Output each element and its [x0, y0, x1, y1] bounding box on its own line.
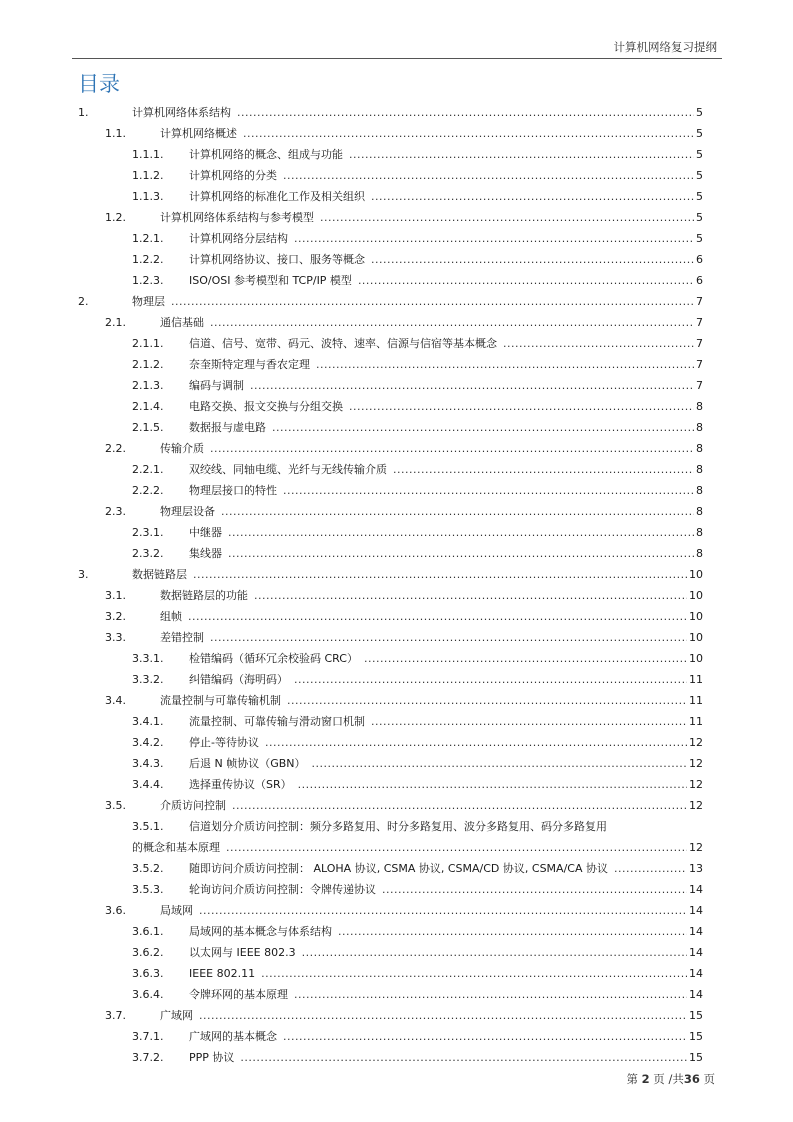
toc-entry-title: 局域网的基本概念与体系结构	[189, 925, 332, 938]
toc-entry-number: 3.6.4.	[132, 988, 164, 1001]
toc-entry-number: 3.6.1.	[132, 925, 164, 938]
toc-entry-page: 8	[696, 421, 703, 434]
toc-entry-number: 3.2.	[105, 610, 126, 623]
toc-entry-page: 10	[689, 610, 703, 623]
toc-leader-dots	[250, 376, 694, 395]
toc-entry-number: 3.5.3.	[132, 883, 164, 896]
toc-leader-dots	[265, 733, 687, 752]
toc-leader-dots	[228, 523, 694, 542]
toc-entry-title: PPP 协议	[189, 1051, 235, 1064]
toc-entry[interactable]	[0, 586, 793, 605]
toc-entry-page: 15	[689, 1030, 703, 1043]
toc-entry-continuation[interactable]	[0, 838, 793, 857]
toc-entry[interactable]	[0, 355, 793, 374]
toc-entry-number: 2.3.2.	[132, 547, 164, 560]
toc-entry-title: 编码与调制	[189, 379, 244, 392]
toc-entry[interactable]	[0, 166, 793, 185]
toc-entry[interactable]	[0, 964, 793, 983]
toc-leader-dots	[371, 187, 694, 206]
toc-leader-dots	[243, 124, 694, 143]
toc-leader-dots	[312, 754, 687, 773]
toc-entry[interactable]	[0, 754, 793, 773]
toc-entry-title: 奈奎斯特定理与香农定理	[189, 358, 310, 371]
toc-entry-number: 3.1.	[105, 589, 126, 602]
toc-entry-page: 8	[696, 484, 703, 497]
toc-entry[interactable]	[0, 733, 793, 752]
toc-leader-dots	[338, 922, 687, 941]
toc-leader-dots	[302, 943, 687, 962]
toc-entry-page: 8	[696, 442, 703, 455]
toc-entry[interactable]	[0, 481, 793, 500]
toc-entry-number: 2.1.4.	[132, 400, 164, 413]
toc-leader-dots	[283, 166, 694, 185]
toc-entry-number: 1.1.	[105, 127, 126, 140]
toc-entry[interactable]	[0, 880, 793, 899]
toc-entry-page: 14	[689, 988, 703, 1001]
toc-entry-number: 3.5.2.	[132, 862, 164, 875]
toc-entry-title: 物理层设备	[160, 505, 215, 518]
toc-entry-page: 10	[689, 652, 703, 665]
toc-entry[interactable]	[0, 985, 793, 1004]
toc-entry[interactable]	[0, 103, 793, 122]
toc-leader-dots	[371, 250, 694, 269]
toc-entry-page: 15	[689, 1051, 703, 1064]
toc-leader-dots	[237, 103, 694, 122]
toc-entry[interactable]	[0, 670, 793, 689]
toc-entry-title: 选择重传协议（SR）	[189, 778, 292, 791]
toc-entry-page: 10	[689, 589, 703, 602]
toc-entry[interactable]	[0, 901, 793, 920]
toc-entry-number: 3.3.1.	[132, 652, 164, 665]
toc-entry-title: 检错编码（循环冗余校验码 CRC）	[189, 652, 358, 665]
toc-entry[interactable]	[0, 460, 793, 479]
toc-entry-title: 纠错编码（海明码）	[189, 673, 288, 686]
toc-entry-page: 5	[696, 106, 703, 119]
toc-entry-title: 数据报与虚电路	[189, 421, 266, 434]
toc-entry[interactable]	[0, 523, 793, 542]
toc-entry-page: 12	[689, 841, 703, 854]
toc-entry-title: 计算机网络分层结构	[189, 232, 288, 245]
toc-entry-page: 14	[689, 904, 703, 917]
toc-entry-page: 5	[696, 211, 703, 224]
toc-entry-number: 2.1.	[105, 316, 126, 329]
toc-leader-dots	[320, 208, 694, 227]
toc-entry-page: 12	[689, 799, 703, 812]
toc-entry-number: 3.7.2.	[132, 1051, 164, 1064]
toc-entry[interactable]	[0, 859, 793, 878]
toc-entry-page: 8	[696, 526, 703, 539]
toc-entry-number: 1.1.3.	[132, 190, 164, 203]
toc-entry-title: 差错控制	[160, 631, 204, 644]
toc-entry-number: 1.	[78, 106, 89, 119]
toc-entry-title: 介质访问控制	[160, 799, 226, 812]
footer-suffix: 页	[703, 1072, 715, 1086]
toc-entry-title-cont: 的概念和基本原理	[132, 841, 220, 854]
toc-leader-dots	[261, 964, 687, 983]
toc-leader-dots	[358, 271, 694, 290]
toc-entry-number: 2.2.2.	[132, 484, 164, 497]
footer-page-number: 2	[641, 1072, 650, 1086]
toc-leader-dots	[210, 439, 694, 458]
toc-entry-page: 11	[689, 715, 703, 728]
toc-entry[interactable]	[0, 628, 793, 647]
toc-entry-title: 轮询访问介质访问控制：令牌传递协议	[189, 883, 376, 896]
toc-entry[interactable]	[0, 649, 793, 668]
toc-entry-title: 计算机网络的标准化工作及相关组织	[189, 190, 365, 203]
toc-entry-page: 7	[696, 337, 703, 350]
toc-entry-number: 3.6.3.	[132, 967, 164, 980]
toc-entry-title: 以太网与 IEEE 802.3	[189, 946, 296, 959]
toc-entry[interactable]	[0, 1006, 793, 1025]
toc-entry-number: 1.1.2.	[132, 169, 164, 182]
toc-leader-dots	[364, 649, 687, 668]
toc-entry-number: 3.4.4.	[132, 778, 164, 791]
toc-entry-page: 14	[689, 946, 703, 959]
toc-entry-number: 3.4.	[105, 694, 126, 707]
toc-entry-page: 13	[689, 862, 703, 875]
toc-entry-title: 广域网	[160, 1009, 193, 1022]
toc-entry-title: 物理层接口的特性	[189, 484, 277, 497]
toc-entry-title: 信道划分介质访问控制：频分多路复用、时分多路复用、波分多路复用、码分多路复用	[189, 820, 607, 833]
toc-entry-number: 3.6.	[105, 904, 126, 917]
toc-leader-dots	[210, 628, 687, 647]
toc-leader-dots	[294, 670, 687, 689]
toc-entry-number: 1.1.1.	[132, 148, 164, 161]
toc-entry-page: 8	[696, 505, 703, 518]
toc-entry-page: 6	[696, 274, 703, 287]
toc-entry-page: 6	[696, 253, 703, 266]
toc-entry-page: 5	[696, 127, 703, 140]
toc-leader-dots	[283, 1027, 687, 1046]
toc-entry-title: 通信基础	[160, 316, 204, 329]
toc-leader-dots	[199, 901, 687, 920]
toc-leader-dots	[188, 607, 687, 626]
toc-entry-number: 2.1.2.	[132, 358, 164, 371]
toc-entry-title: 数据链路层的功能	[160, 589, 248, 602]
toc-leader-dots	[503, 334, 694, 353]
toc-entry-page: 7	[696, 358, 703, 371]
toc-entry[interactable]	[0, 817, 793, 836]
toc-entry-number: 2.1.5.	[132, 421, 164, 434]
toc-leader-dots	[283, 481, 694, 500]
toc-entry-page: 5	[696, 169, 703, 182]
toc-leader-dots	[193, 565, 687, 584]
toc-entry-number: 2.1.3.	[132, 379, 164, 392]
toc-entry-title: 随即访问介质访问控制： ALOHA 协议, CSMA 协议, CSMA/CD 协议, CSMA/CA 协议	[189, 862, 608, 875]
toc-entry-title: 后退 N 帧协议（GBN）	[189, 757, 306, 770]
toc-entry-page: 12	[689, 778, 703, 791]
toc-entry[interactable]	[0, 187, 793, 206]
toc-leader-dots	[382, 880, 687, 899]
toc-entry[interactable]	[0, 1048, 793, 1067]
toc-entry-page: 7	[696, 295, 703, 308]
toc-entry-number: 2.1.1.	[132, 337, 164, 350]
toc-entry-number: 1.2.1.	[132, 232, 164, 245]
toc-entry-title: 双绞线、同轴电缆、光纤与无线传输介质	[189, 463, 387, 476]
toc-entry-title: 组帧	[160, 610, 182, 623]
toc-leader-dots	[232, 796, 687, 815]
toc-entry-page: 14	[689, 883, 703, 896]
header-divider	[72, 58, 722, 59]
toc-entry-page: 14	[689, 925, 703, 938]
toc-entry-title: 集线器	[189, 547, 222, 560]
toc-entry-number: 3.4.1.	[132, 715, 164, 728]
toc-entry-number: 3.6.2.	[132, 946, 164, 959]
toc-entry-number: 3.5.	[105, 799, 126, 812]
toc-entry[interactable]	[0, 544, 793, 563]
toc-entry-page: 5	[696, 148, 703, 161]
toc-entry-page: 10	[689, 568, 703, 581]
toc-entry-title: 流量控制、可靠传输与滑动窗口机制	[189, 715, 365, 728]
toc-entry-title: 令牌环网的基本原理	[189, 988, 288, 1001]
toc-leader-dots	[316, 355, 694, 374]
toc-entry-number: 3.5.1.	[132, 820, 164, 833]
toc-entry[interactable]	[0, 943, 793, 962]
toc-entry-title: 传输介质	[160, 442, 204, 455]
toc-leader-dots	[294, 985, 687, 1004]
toc-entry-title: ISO/OSI 参考模型和 TCP/IP 模型	[189, 274, 352, 287]
toc-entry[interactable]	[0, 1027, 793, 1046]
toc-entry-title: 计算机网络协议、接口、服务等概念	[189, 253, 365, 266]
toc-leader-dots	[298, 775, 687, 794]
toc-entry-title: 计算机网络的概念、组成与功能	[189, 148, 343, 161]
toc-leader-dots	[349, 397, 694, 416]
toc-entry-title: 中继器	[189, 526, 222, 539]
toc-entry-number: 2.2.	[105, 442, 126, 455]
toc-entry-title: 计算机网络体系结构	[132, 106, 231, 119]
toc-entry-number: 1.2.3.	[132, 274, 164, 287]
toc-entry[interactable]	[0, 796, 793, 815]
toc-entry[interactable]	[0, 922, 793, 941]
toc-leader-dots	[221, 502, 694, 521]
toc-entry-page: 10	[689, 631, 703, 644]
toc-entry-title: 物理层	[132, 295, 165, 308]
toc-leader-dots	[210, 313, 694, 332]
toc-entry-title: 计算机网络概述	[160, 127, 237, 140]
toc-entry-page: 8	[696, 400, 703, 413]
toc-entry-title: 信道、信号、宽带、码元、波特、速率、信源与信宿等基本概念	[189, 337, 497, 350]
toc-entry-number: 3.7.1.	[132, 1030, 164, 1043]
toc-entry-page: 12	[689, 736, 703, 749]
page-footer	[626, 1071, 715, 1087]
toc-entry-title: 计算机网络的分类	[189, 169, 277, 182]
toc-leader-dots	[226, 838, 687, 857]
toc-entry-title: 流量控制与可靠传输机制	[160, 694, 281, 707]
toc-entry[interactable]	[0, 376, 793, 395]
toc-leader-dots	[199, 1006, 687, 1025]
toc-entry-number: 3.4.2.	[132, 736, 164, 749]
toc-entry[interactable]	[0, 208, 793, 227]
toc-entry[interactable]	[0, 775, 793, 794]
toc-entry[interactable]	[0, 124, 793, 143]
toc-entry[interactable]	[0, 502, 793, 521]
toc-leader-dots	[272, 418, 694, 437]
toc-entry-page: 5	[696, 232, 703, 245]
toc-entry[interactable]	[0, 397, 793, 416]
toc-entry-number: 3.3.2.	[132, 673, 164, 686]
toc-entry-number: 1.2.2.	[132, 253, 164, 266]
toc-leader-dots	[294, 229, 694, 248]
toc-leader-dots	[254, 586, 687, 605]
toc-entry-title: 广域网的基本概念	[189, 1030, 277, 1043]
toc-entry-number: 3.3.	[105, 631, 126, 644]
toc-entry-title: 停止-等待协议	[189, 736, 259, 749]
toc-entry-title: 电路交换、报文交换与分组交换	[189, 400, 343, 413]
toc-entry-title: 计算机网络体系结构与参考模型	[160, 211, 314, 224]
toc-entry[interactable]	[0, 712, 793, 731]
toc-entry[interactable]	[0, 145, 793, 164]
toc-entry[interactable]	[0, 439, 793, 458]
toc-entry[interactable]	[0, 292, 793, 311]
toc-entry-page: 8	[696, 463, 703, 476]
toc-entry-number: 2.3.	[105, 505, 126, 518]
toc-entry-page: 12	[689, 757, 703, 770]
toc-entry-number: 3.	[78, 568, 89, 581]
toc-entry-page: 7	[696, 379, 703, 392]
footer-prefix: 第	[626, 1072, 638, 1086]
toc-leader-dots	[240, 1048, 687, 1067]
toc-entry[interactable]	[0, 691, 793, 710]
toc-leader-dots	[228, 544, 694, 563]
toc-entry-number: 2.2.1.	[132, 463, 164, 476]
toc-entry-page: 5	[696, 190, 703, 203]
toc-leader-dots	[171, 292, 694, 311]
toc-leader-dots	[287, 691, 687, 710]
toc-leader-dots	[371, 712, 687, 731]
toc-entry-title: IEEE 802.11	[189, 967, 256, 980]
toc-entry-title: 局域网	[160, 904, 193, 917]
toc-entry[interactable]	[0, 229, 793, 248]
toc-entry[interactable]	[0, 313, 793, 332]
toc-entry-page: 7	[696, 316, 703, 329]
toc-leader-dots	[393, 460, 694, 479]
toc-leader-dots	[349, 145, 694, 164]
toc-entry-number: 3.4.3.	[132, 757, 164, 770]
toc-entry-page: 11	[689, 673, 703, 686]
toc-entry-number: 2.3.1.	[132, 526, 164, 539]
toc-entry[interactable]	[0, 271, 793, 290]
toc-entry[interactable]	[0, 565, 793, 584]
toc-entry[interactable]	[0, 334, 793, 353]
toc-entry-number: 2.	[78, 295, 89, 308]
toc-entry[interactable]	[0, 250, 793, 269]
toc-leader-dots	[614, 859, 687, 878]
toc-entry[interactable]	[0, 607, 793, 626]
toc-entry-page: 8	[696, 547, 703, 560]
footer-middle: 页 /共	[653, 1072, 684, 1086]
running-header: 计算机网络复习提纲	[613, 40, 717, 54]
toc-entry-number: 1.2.	[105, 211, 126, 224]
footer-total-pages: 36	[683, 1072, 700, 1086]
toc-heading: 目录	[78, 72, 120, 96]
toc-entry-page: 14	[689, 967, 703, 980]
toc-entry-page: 15	[689, 1009, 703, 1022]
toc-entry-number: 3.7.	[105, 1009, 126, 1022]
toc-entry-title: 数据链路层	[132, 568, 187, 581]
toc-entry[interactable]	[0, 418, 793, 437]
toc-entry-page: 11	[689, 694, 703, 707]
